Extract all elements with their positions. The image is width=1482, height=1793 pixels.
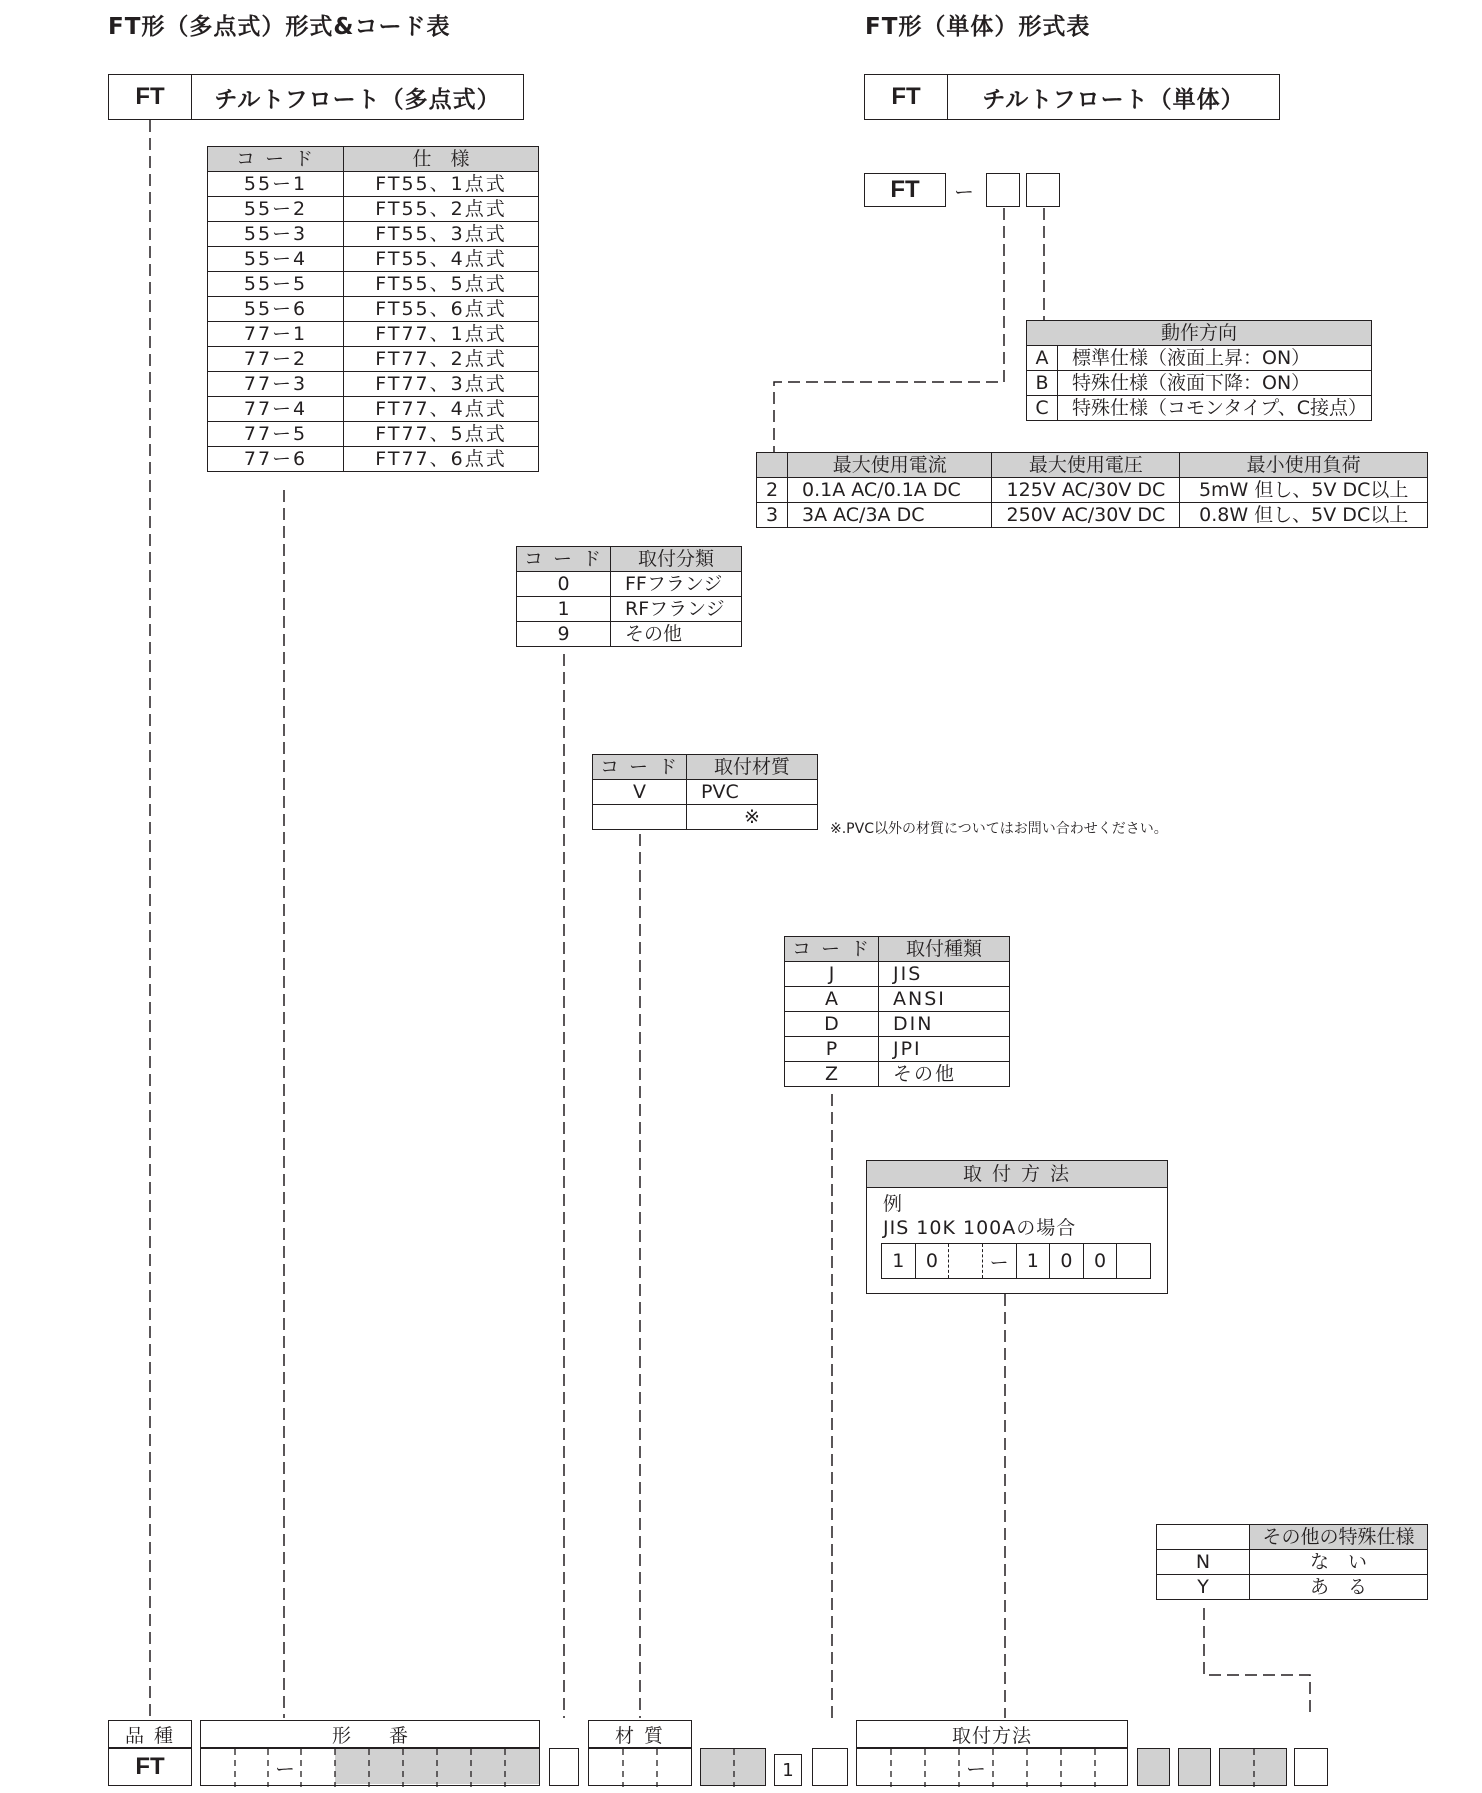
example-cell: 1 <box>1017 1244 1051 1278</box>
material-label: 材 質 <box>588 1720 692 1748</box>
example-cell <box>1117 1244 1150 1278</box>
other-spec-row <box>1157 1575 1428 1600</box>
other-spec-cell: Y <box>1157 1575 1250 1600</box>
single-model-dash: ー <box>954 180 974 204</box>
spec-row <box>208 347 539 372</box>
mount-type-row <box>785 962 1010 987</box>
mount-type-cell: A <box>785 987 879 1012</box>
direction-header: 動作方向 <box>1027 321 1372 346</box>
mount-class-slot[interactable] <box>549 1748 579 1786</box>
shaded-slot-2 <box>1178 1748 1211 1786</box>
mount-type-table <box>784 936 1010 1087</box>
material-cell: V <box>593 780 687 805</box>
mount-type-cell: その他 <box>879 1062 1010 1087</box>
spec-cell: 55ー1 <box>208 172 344 197</box>
ratings-col-header: 最大使用電流 <box>788 453 992 478</box>
spec-row <box>208 447 539 472</box>
mount-class-cell: FFフランジ <box>611 572 742 597</box>
direction-row <box>1027 371 1372 396</box>
fixed-one: 1 <box>774 1754 802 1786</box>
spec-cell: 77ー2 <box>208 347 344 372</box>
other-spec-cell: あ る <box>1250 1575 1428 1600</box>
mount-method-example-cells <box>881 1243 1151 1279</box>
model-label: 形 番 <box>200 1720 540 1748</box>
spec-cell: FT77、6点式 <box>344 447 539 472</box>
spec-cell: FT55、1点式 <box>344 172 539 197</box>
ratings-col-header <box>757 453 788 478</box>
ratings-col-header: 最小使用負荷 <box>1180 453 1428 478</box>
spec-cell: 55ー2 <box>208 197 344 222</box>
mount-class-row <box>517 572 742 597</box>
method-dash: ー <box>966 1757 986 1781</box>
ratings-cell: 3A AC/3A DC <box>788 503 992 528</box>
example-cell <box>949 1244 983 1278</box>
direction-cell: C <box>1027 396 1058 421</box>
mount-class-cell: その他 <box>611 622 742 647</box>
mount-class-row <box>517 622 742 647</box>
ratings-row <box>757 503 1428 528</box>
multi-title: FT形（多点式）形式&コード表 <box>108 14 451 40</box>
other-spec-slot[interactable] <box>1294 1748 1328 1786</box>
mount-class-cell: RFフランジ <box>611 597 742 622</box>
spec-cell: FT77、3点式 <box>344 372 539 397</box>
mount-type-cell: D <box>785 1012 879 1037</box>
multi-product-name: チルトフロート（多点式） <box>214 86 501 113</box>
direction-cell: B <box>1027 371 1058 396</box>
direction-cell: 標準仕様（液面上昇：ON） <box>1058 346 1372 371</box>
material-slots-dividers <box>589 1749 693 1787</box>
spec-cell: 55ー5 <box>208 272 344 297</box>
spec-cell: FT77、1点式 <box>344 322 539 347</box>
model-cells-dividers <box>201 1749 541 1787</box>
mount-type-slot[interactable] <box>812 1748 848 1786</box>
mount-class-col-code: コ ー ド <box>517 547 611 572</box>
mount-type-cell: JPI <box>879 1037 1010 1062</box>
single-product-code: FT <box>865 75 948 119</box>
spec-row <box>208 297 539 322</box>
spec-cell: 55ー4 <box>208 247 344 272</box>
multi-product-header <box>108 74 524 120</box>
direction-row <box>1027 396 1372 421</box>
material-shaded-slots <box>700 1748 766 1786</box>
mount-type-row <box>785 987 1010 1012</box>
kind-label: 品 種 <box>108 1720 192 1748</box>
mount-type-cell: JIS <box>879 962 1010 987</box>
spec-row <box>208 172 539 197</box>
material-row <box>593 780 818 805</box>
other-spec-cell: な い <box>1250 1550 1428 1575</box>
example-cell: 1 <box>882 1244 916 1278</box>
ratings-cell: 3 <box>757 503 788 528</box>
ratings-cell: 0.1A AC/0.1A DC <box>788 478 992 503</box>
model-cells <box>200 1748 540 1786</box>
material-cell <box>593 805 687 830</box>
mount-method-box <box>866 1160 1168 1294</box>
example-cell: 0 <box>1050 1244 1084 1278</box>
method-slots-dividers <box>857 1749 1129 1787</box>
ratings-row <box>757 478 1428 503</box>
mount-type-row <box>785 1012 1010 1037</box>
single-rating-slot[interactable] <box>986 173 1020 207</box>
material-cell: ※ <box>687 805 818 830</box>
spec-cell: FT55、5点式 <box>344 272 539 297</box>
spec-cell: FT55、2点式 <box>344 197 539 222</box>
mount-class-col-name: 取付分類 <box>611 547 742 572</box>
material-col-code: コ ー ド <box>593 755 687 780</box>
mount-class-cell: 1 <box>517 597 611 622</box>
spec-row <box>208 422 539 447</box>
shaded-slot-1 <box>1137 1748 1170 1786</box>
spec-row <box>208 197 539 222</box>
spec-cell: 77ー1 <box>208 322 344 347</box>
ratings-cell: 5mW 但し、5V DC以上 <box>1180 478 1428 503</box>
mount-method-header: 取 付 方 法 <box>867 1161 1167 1188</box>
ratings-table <box>756 452 1428 528</box>
spec-cell: 55ー6 <box>208 297 344 322</box>
spec-cell: 77ー4 <box>208 397 344 422</box>
mount-class-table <box>516 546 742 647</box>
mount-type-row <box>785 1062 1010 1087</box>
direction-cell: A <box>1027 346 1058 371</box>
spec-row <box>208 222 539 247</box>
mount-type-cell: DIN <box>879 1012 1010 1037</box>
ratings-cell: 2 <box>757 478 788 503</box>
single-model-code: FT <box>864 173 946 207</box>
model-dash: ー <box>275 1757 295 1781</box>
mount-class-row <box>517 597 742 622</box>
method-label: 取付方法 <box>856 1720 1128 1748</box>
mount-class-cell: 0 <box>517 572 611 597</box>
other-spec-col-name: その他の特殊仕様 <box>1250 1525 1428 1550</box>
mount-type-cell: Z <box>785 1062 879 1087</box>
other-spec-table <box>1156 1524 1428 1600</box>
spec-cell: 77ー6 <box>208 447 344 472</box>
spec-cell: FT77、2点式 <box>344 347 539 372</box>
spec-row <box>208 272 539 297</box>
other-spec-row <box>1157 1550 1428 1575</box>
spec-cell: FT77、4点式 <box>344 397 539 422</box>
mount-type-cell: ANSI <box>879 987 1010 1012</box>
example-cell: 0 <box>1084 1244 1118 1278</box>
example-cell: 0 <box>916 1244 950 1278</box>
shaded-slot-3 <box>1219 1748 1287 1786</box>
spec-col-code: コ ー ド <box>208 147 344 172</box>
mount-class-cell: 9 <box>517 622 611 647</box>
mount-method-example-text: JIS 10K 100Aの場合 <box>883 1217 1077 1239</box>
spec-row <box>208 322 539 347</box>
mount-type-col-code: コ ー ド <box>785 937 879 962</box>
spec-cell: 55ー3 <box>208 222 344 247</box>
mount-method-example-label: 例 <box>883 1193 903 1215</box>
spec-cell: FT55、6点式 <box>344 297 539 322</box>
spec-row <box>208 372 539 397</box>
material-cell: PVC <box>687 780 818 805</box>
material-shaded-divider <box>701 1749 767 1787</box>
kind-value: FT <box>108 1748 192 1786</box>
shaded-slot-3-divider <box>1220 1749 1288 1787</box>
material-slots[interactable] <box>588 1748 692 1786</box>
material-note: ※.PVC以外の材質についてはお問い合わせください。 <box>830 821 1168 837</box>
spec-col-spec: 仕 様 <box>344 147 539 172</box>
spec-cell: 77ー3 <box>208 372 344 397</box>
other-spec-col-blank <box>1157 1525 1250 1550</box>
ratings-cell: 0.8W 但し、5V DC以上 <box>1180 503 1428 528</box>
example-cell: ー <box>983 1244 1017 1278</box>
direction-row <box>1027 346 1372 371</box>
material-table <box>592 754 818 830</box>
ratings-cell: 125V AC/30V DC <box>992 478 1180 503</box>
single-product-header <box>864 74 1280 120</box>
mount-type-row <box>785 1037 1010 1062</box>
spec-cell: FT77、5点式 <box>344 422 539 447</box>
other-spec-cell: N <box>1157 1550 1250 1575</box>
method-slots[interactable] <box>856 1748 1128 1786</box>
spec-cell: FT55、4点式 <box>344 247 539 272</box>
direction-table <box>1026 320 1372 421</box>
material-row <box>593 805 818 830</box>
ratings-col-header: 最大使用電圧 <box>992 453 1180 478</box>
single-product-name: チルトフロート（単体） <box>982 86 1245 113</box>
material-col-name: 取付材質 <box>687 755 818 780</box>
spec-row <box>208 247 539 272</box>
mount-type-cell: P <box>785 1037 879 1062</box>
spec-cell: 77ー5 <box>208 422 344 447</box>
direction-cell: 特殊仕様（コモンタイプ、C接点） <box>1058 396 1372 421</box>
mount-type-cell: J <box>785 962 879 987</box>
multi-product-code: FT <box>109 75 192 119</box>
mount-type-col-name: 取付種類 <box>879 937 1010 962</box>
spec-row <box>208 397 539 422</box>
direction-cell: 特殊仕様（液面下降：ON） <box>1058 371 1372 396</box>
single-title: FT形（単体）形式表 <box>865 14 1091 40</box>
ratings-cell: 250V AC/30V DC <box>992 503 1180 528</box>
spec-cell: FT55、3点式 <box>344 222 539 247</box>
single-direction-slot[interactable] <box>1026 173 1060 207</box>
spec-table <box>207 146 539 472</box>
